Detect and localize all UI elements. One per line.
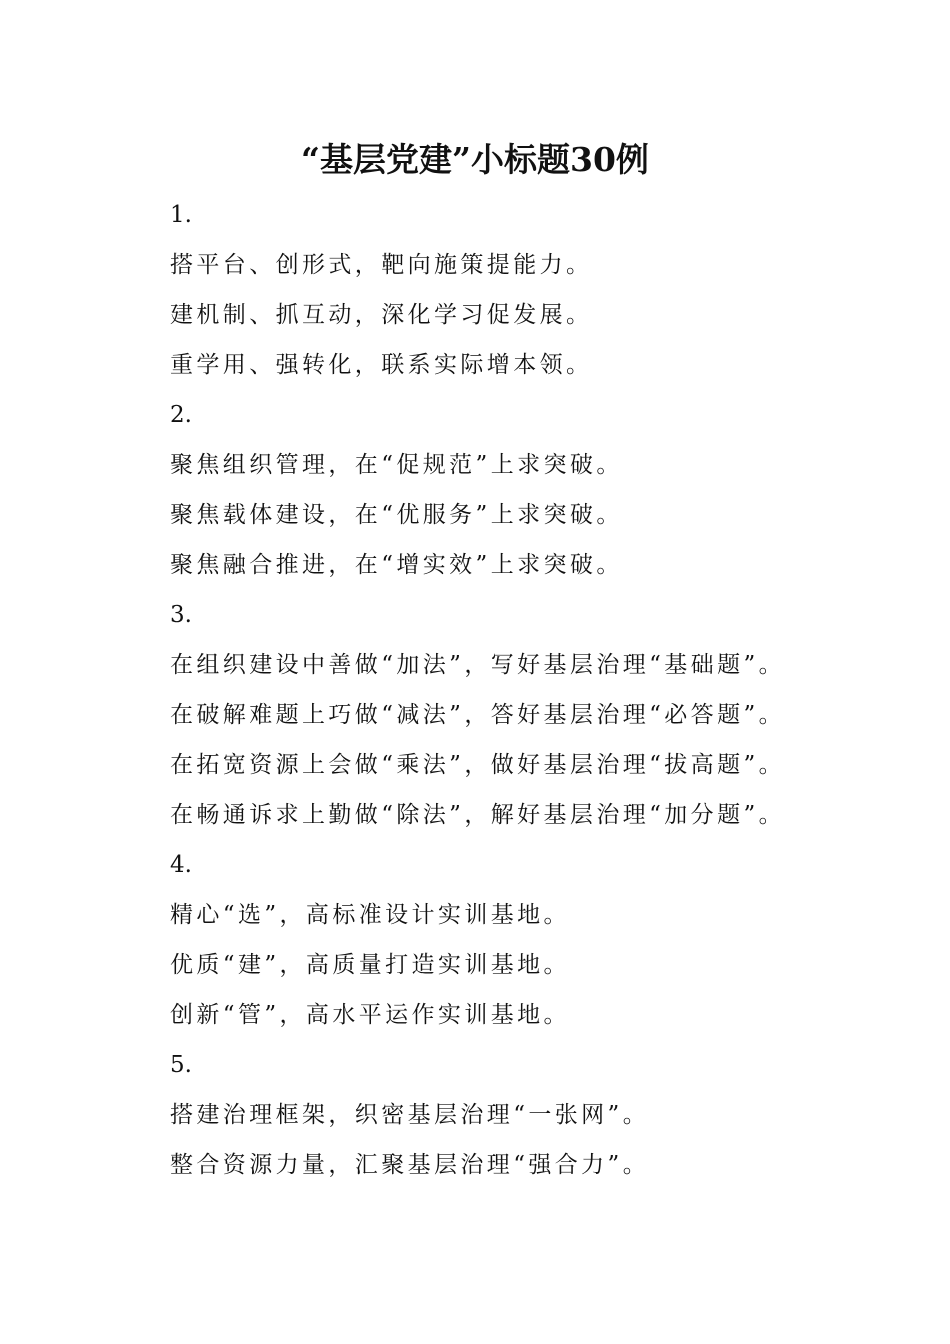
section-number: 4. bbox=[170, 852, 192, 878]
section-line: 在拓宽资源上会做“乘法”，做好基层治理“拔高题”。 bbox=[170, 752, 786, 778]
section-line: 聚焦融合推进，在“增实效”上求突破。 bbox=[170, 552, 623, 578]
section-number: 2. bbox=[170, 402, 192, 428]
section-number: 3. bbox=[170, 602, 192, 628]
section-line: 聚焦载体建设，在“优服务”上求突破。 bbox=[170, 502, 623, 528]
section-line: 重学用、强转化，联系实际增本领。 bbox=[170, 352, 593, 378]
section-line: 在畅通诉求上勤做“除法”，解好基层治理“加分题”。 bbox=[170, 802, 786, 828]
section-number: 1. bbox=[170, 202, 192, 228]
section-line: 精心“选”，高标准设计实训基地。 bbox=[170, 902, 570, 928]
section-line: 建机制、抓互动，深化学习促发展。 bbox=[170, 302, 593, 328]
section-line: 搭建治理框架，织密基层治理“一张网”。 bbox=[170, 1102, 650, 1128]
section-line: 创新“管”，高水平运作实训基地。 bbox=[170, 1002, 570, 1028]
section-line: 聚焦组织管理，在“促规范”上求突破。 bbox=[170, 452, 623, 478]
section-line: 在破解难题上巧做“减法”，答好基层治理“必答题”。 bbox=[170, 702, 786, 728]
section-number: 5. bbox=[170, 1052, 192, 1078]
document-body bbox=[170, 190, 940, 1190]
section-line: 整合资源力量，汇聚基层治理“强合力”。 bbox=[170, 1152, 650, 1178]
section-line: 在组织建设中善做“加法”，写好基层治理“基础题”。 bbox=[170, 652, 786, 678]
section-line: 优质“建”，高质量打造实训基地。 bbox=[170, 952, 570, 978]
section-line: 搭平台、创形式，靶向施策提能力。 bbox=[170, 252, 593, 278]
page-title: “基层党建”小标题30例 bbox=[301, 140, 649, 179]
